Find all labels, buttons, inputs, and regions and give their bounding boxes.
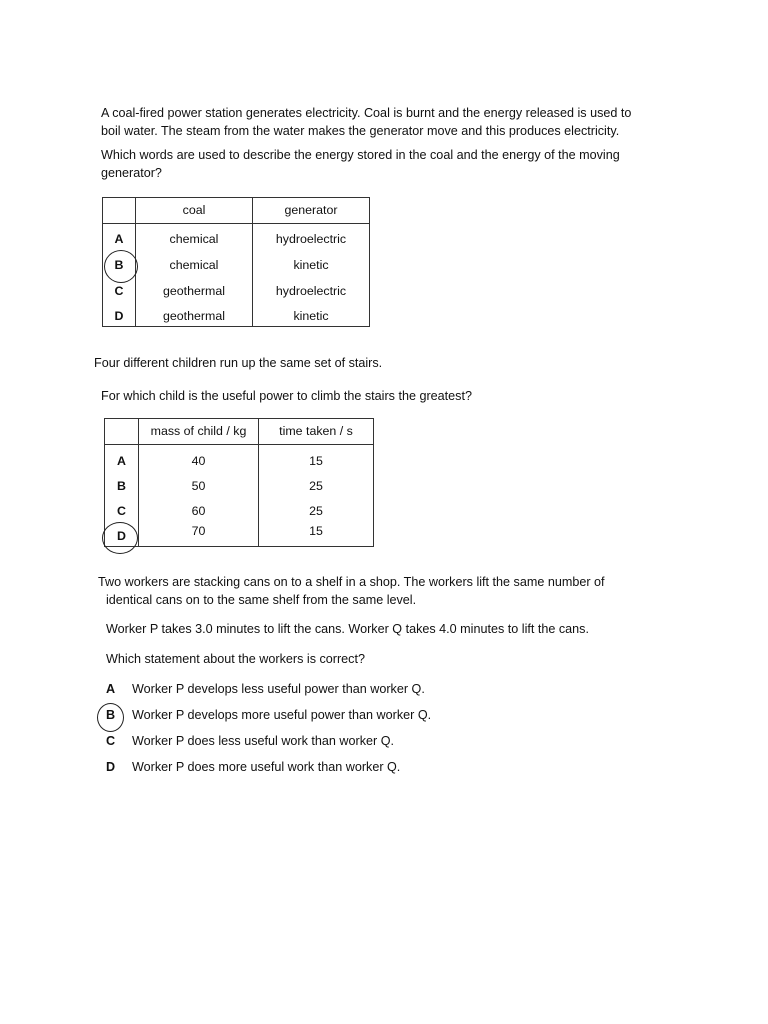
q3-option-letter: C xyxy=(106,734,116,748)
q1-letter: D xyxy=(114,309,124,323)
q2-mass-value: 60 xyxy=(191,504,206,518)
q2-table xyxy=(104,418,374,547)
q3-option-text: Worker P does less useful work than worker Q. xyxy=(132,734,395,748)
q1-header-generator: generator xyxy=(253,198,370,224)
q3-option-letter: D xyxy=(106,760,116,774)
q1-coal-value: geothermal xyxy=(163,309,225,323)
q3-info: Worker P takes 3.0 minutes to lift the cans. Worker Q takes 4.0 minutes to lift the cans. xyxy=(106,622,589,636)
q2-time-cell xyxy=(259,445,374,547)
q3-stem xyxy=(98,575,605,608)
q1-coal-cell xyxy=(136,224,253,327)
q1-generator-cell xyxy=(253,224,370,327)
q1-generator-value: hydroelectric xyxy=(275,232,347,246)
q2-time-value: 15 xyxy=(309,454,323,468)
q3-option-text: Worker P does more useful work than worker Q. xyxy=(132,760,401,774)
q2-header-time: time taken / s xyxy=(259,419,374,445)
q2-time-value: 25 xyxy=(309,479,323,493)
q1-coal-value: geothermal xyxy=(163,284,225,298)
answer-circle-q1 xyxy=(104,250,138,283)
q3-option-text: Worker P develops more useful power than worker Q. xyxy=(132,708,432,722)
q1-coal-value: chemical xyxy=(169,232,219,246)
q1-question xyxy=(101,148,620,181)
q1-letter: A xyxy=(114,232,124,246)
q3-stem-line: identical cans on to the same shelf from the same level. xyxy=(106,592,417,607)
q2-question: For which child is the useful power to climb the stairs the greatest? xyxy=(101,389,472,403)
q2-letter: B xyxy=(117,479,126,493)
q1-generator-value: kinetic xyxy=(293,258,329,272)
q2-header-mass: mass of child / kg xyxy=(139,419,259,445)
q2-corner-cell xyxy=(105,419,139,445)
q1-letter: B xyxy=(114,258,124,272)
q3-option-letter: A xyxy=(106,682,116,696)
q3-stem-line: Two workers are stacking cans on to a shelf in a shop. The workers lift the same number of xyxy=(98,575,605,589)
q2-letter: C xyxy=(117,504,126,518)
q2-mass-value: 50 xyxy=(191,479,206,493)
q1-header-coal: coal xyxy=(136,198,253,224)
q1-stem-line: A coal-fired power station generates electricity. Coal is burnt and the energy released is used to xyxy=(101,106,632,120)
q1-stem xyxy=(101,106,631,139)
q1-question-line: generator? xyxy=(101,165,162,180)
q2-stem: Four different children run up the same set of stairs. xyxy=(94,356,383,370)
answer-circle-q3 xyxy=(97,703,124,732)
answer-circle-q2 xyxy=(102,522,138,554)
q2-letter: D xyxy=(117,529,126,543)
q1-table xyxy=(102,197,370,327)
q1-generator-value: kinetic xyxy=(293,309,329,323)
q1-stem-line: boil water. The steam from the water makes the generator move and this produces electricity. xyxy=(101,123,620,138)
q3-question: Which statement about the workers is correct? xyxy=(106,652,365,666)
q3-option-text: Worker P develops less useful power than worker Q. xyxy=(132,682,425,696)
q1-question-line: Which words are used to describe the energy stored in the coal and the energy of the moving xyxy=(101,148,620,162)
q2-time-value: 25 xyxy=(309,504,323,518)
q2-letter: A xyxy=(117,454,126,468)
q2-time-value: 15 xyxy=(309,524,323,538)
q2-mass-value: 40 xyxy=(191,454,206,468)
q1-generator-value: hydroelectric xyxy=(275,284,347,298)
q3-option-letter: B xyxy=(106,708,116,722)
q2-mass-value: 70 xyxy=(191,524,206,538)
q1-corner-cell xyxy=(103,198,136,224)
q2-mass-cell xyxy=(139,445,259,547)
q1-letter: C xyxy=(114,284,124,298)
q1-coal-value: chemical xyxy=(169,258,219,272)
